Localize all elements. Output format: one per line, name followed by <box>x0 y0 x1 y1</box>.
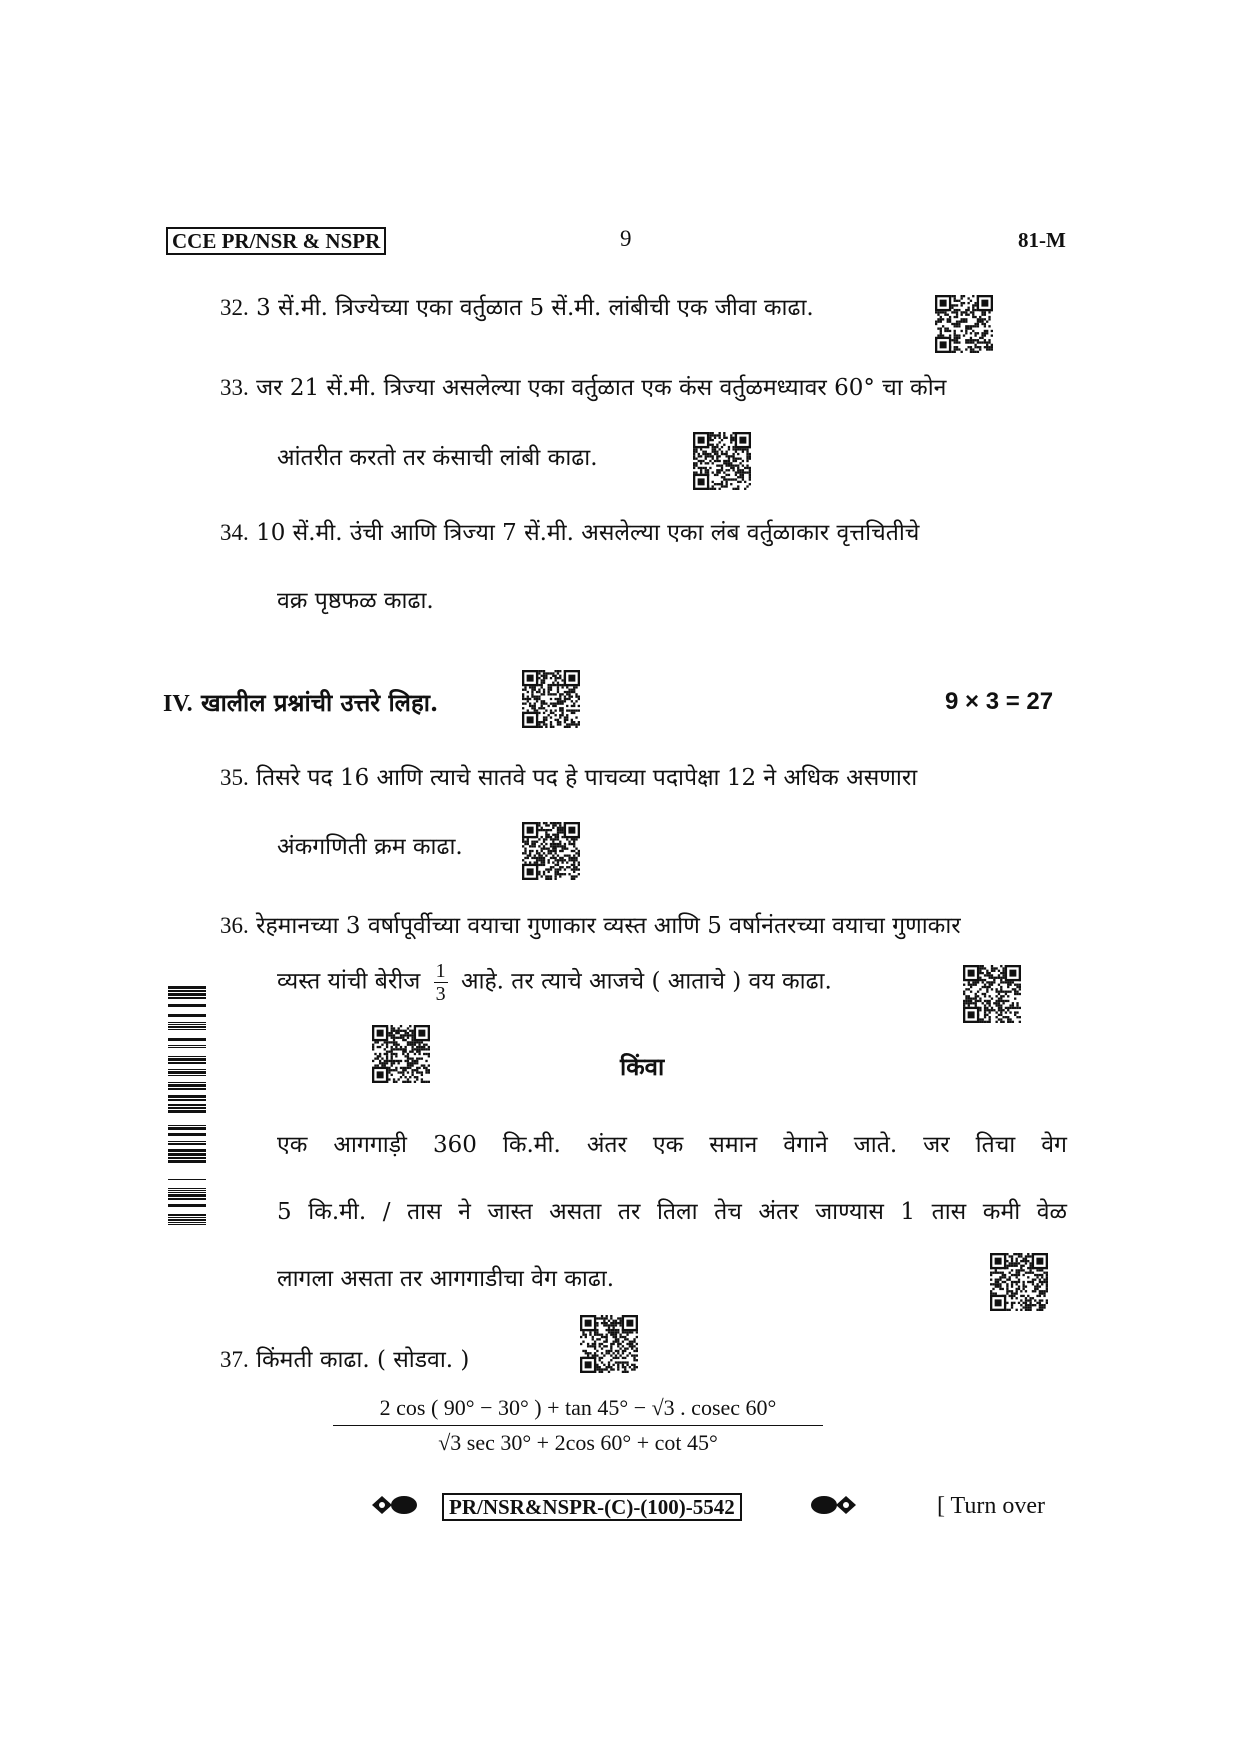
question-number: 33. <box>220 375 249 400</box>
question-text: 3 सें.मी. त्रिज्येच्या एका वर्तुळात 5 सें.मी. लांबीची एक जीवा काढा. <box>256 295 814 321</box>
question-35-line2: अंकगणिती क्रम काढा. <box>277 834 463 860</box>
alt-question-line1: एक आगगाड़ी 360 कि.मी. अंतर एक समान वेगाने जाते. जर तिचा वेग <box>277 1132 1067 1158</box>
formula-denominator: √3 sec 30° + 2cos 60° + cot 45° <box>333 1425 823 1456</box>
formula <box>333 1395 823 1456</box>
qr-code-icon[interactable] <box>522 822 580 880</box>
question-text: तिसरे पद 16 आणि त्याचे सातवे पद हे पाचव्या पदापेक्षा 12 ने अधिक असणारा <box>256 765 918 791</box>
question-35 <box>220 763 1080 793</box>
question-34-line2: वक्र पृष्ठफळ काढा. <box>277 588 434 614</box>
alt-question-line3: लागला असता तर आगगाडीचा वेग काढा. <box>277 1266 615 1292</box>
section-roman: IV. <box>163 691 193 717</box>
turn-over-label: [ Turn over <box>937 1493 1046 1519</box>
question-text: 10 सें.मी. उंची आणि त्रिज्या 7 सें.मी. असलेल्या एका लंब वर्तुळाकार वृत्तचितीचे <box>256 520 920 546</box>
fraction <box>434 960 448 1005</box>
or-label: किंवा <box>620 1052 665 1081</box>
qr-code-icon[interactable] <box>522 670 580 728</box>
qr-code-icon[interactable] <box>990 1253 1048 1311</box>
question-37 <box>220 1345 469 1375</box>
ornament-right-icon <box>808 1492 858 1518</box>
question-text: किंमती काढा. ( सोडवा. ) <box>256 1347 470 1373</box>
question-text: जर 21 सें.मी. त्रिज्या असलेल्या एका वर्तुळात एक कंस वर्तुळमध्यावर 60° चा कोन <box>256 375 947 401</box>
question-33-line2: आंतरीत करतो तर कंसाची लांबी काढा. <box>277 445 598 471</box>
section-marks: 9 × 3 = 27 <box>945 688 1054 715</box>
ornament-left-icon <box>370 1492 420 1518</box>
qr-code-icon[interactable] <box>693 432 751 490</box>
fraction-denominator: 3 <box>435 983 446 1005</box>
question-number: 34. <box>220 520 249 545</box>
fraction-numerator: 1 <box>435 960 446 982</box>
question-number: 32. <box>220 295 249 320</box>
question-33 <box>220 373 1080 403</box>
qr-code-icon[interactable] <box>963 965 1021 1023</box>
question-number: 35. <box>220 765 249 790</box>
qr-code-icon[interactable] <box>372 1025 430 1083</box>
paper-code: 81-M <box>1018 228 1066 252</box>
page-number: 9 <box>620 226 632 251</box>
question-number: 37. <box>220 1347 249 1372</box>
section-heading <box>163 686 438 719</box>
alt-question-line2: 5 कि.मी. / तास ने जास्त असता तर तिला तेच अंतर जाण्यास 1 तास कमी वेळ <box>277 1199 1067 1225</box>
qr-code-icon[interactable] <box>580 1315 638 1373</box>
barcode-icon <box>168 977 206 1225</box>
section-title: खालील प्रश्नांची उत्तरे लिहा. <box>200 688 439 717</box>
formula-numerator: 2 cos ( 90° − 30° ) + tan 45° − √3 . cosec 60° <box>379 1395 777 1420</box>
question-34 <box>220 518 1080 548</box>
question-36-line2 <box>277 960 832 1005</box>
question-text: रेहमानच्या 3 वर्षापूर्वीच्या वयाचा गुणाकार व्यस्त आणि 5 वर्षानंतरच्या वयाचा गुणाकार <box>256 913 961 939</box>
question-number: 36. <box>220 913 249 938</box>
question-36 <box>220 911 1080 941</box>
question-text: व्यस्त यांची बेरीज <box>277 968 421 995</box>
header-left-code: CCE PR/NSR & NSPR <box>166 227 386 255</box>
question-text: आहे. तर त्याचे आजचे ( आताचे ) वय काढा. <box>460 968 832 995</box>
footer-code: PR/NSR&NSPR-(C)-(100)-5542 <box>442 1493 742 1521</box>
qr-code-icon[interactable] <box>935 295 993 353</box>
question-32 <box>220 293 940 323</box>
